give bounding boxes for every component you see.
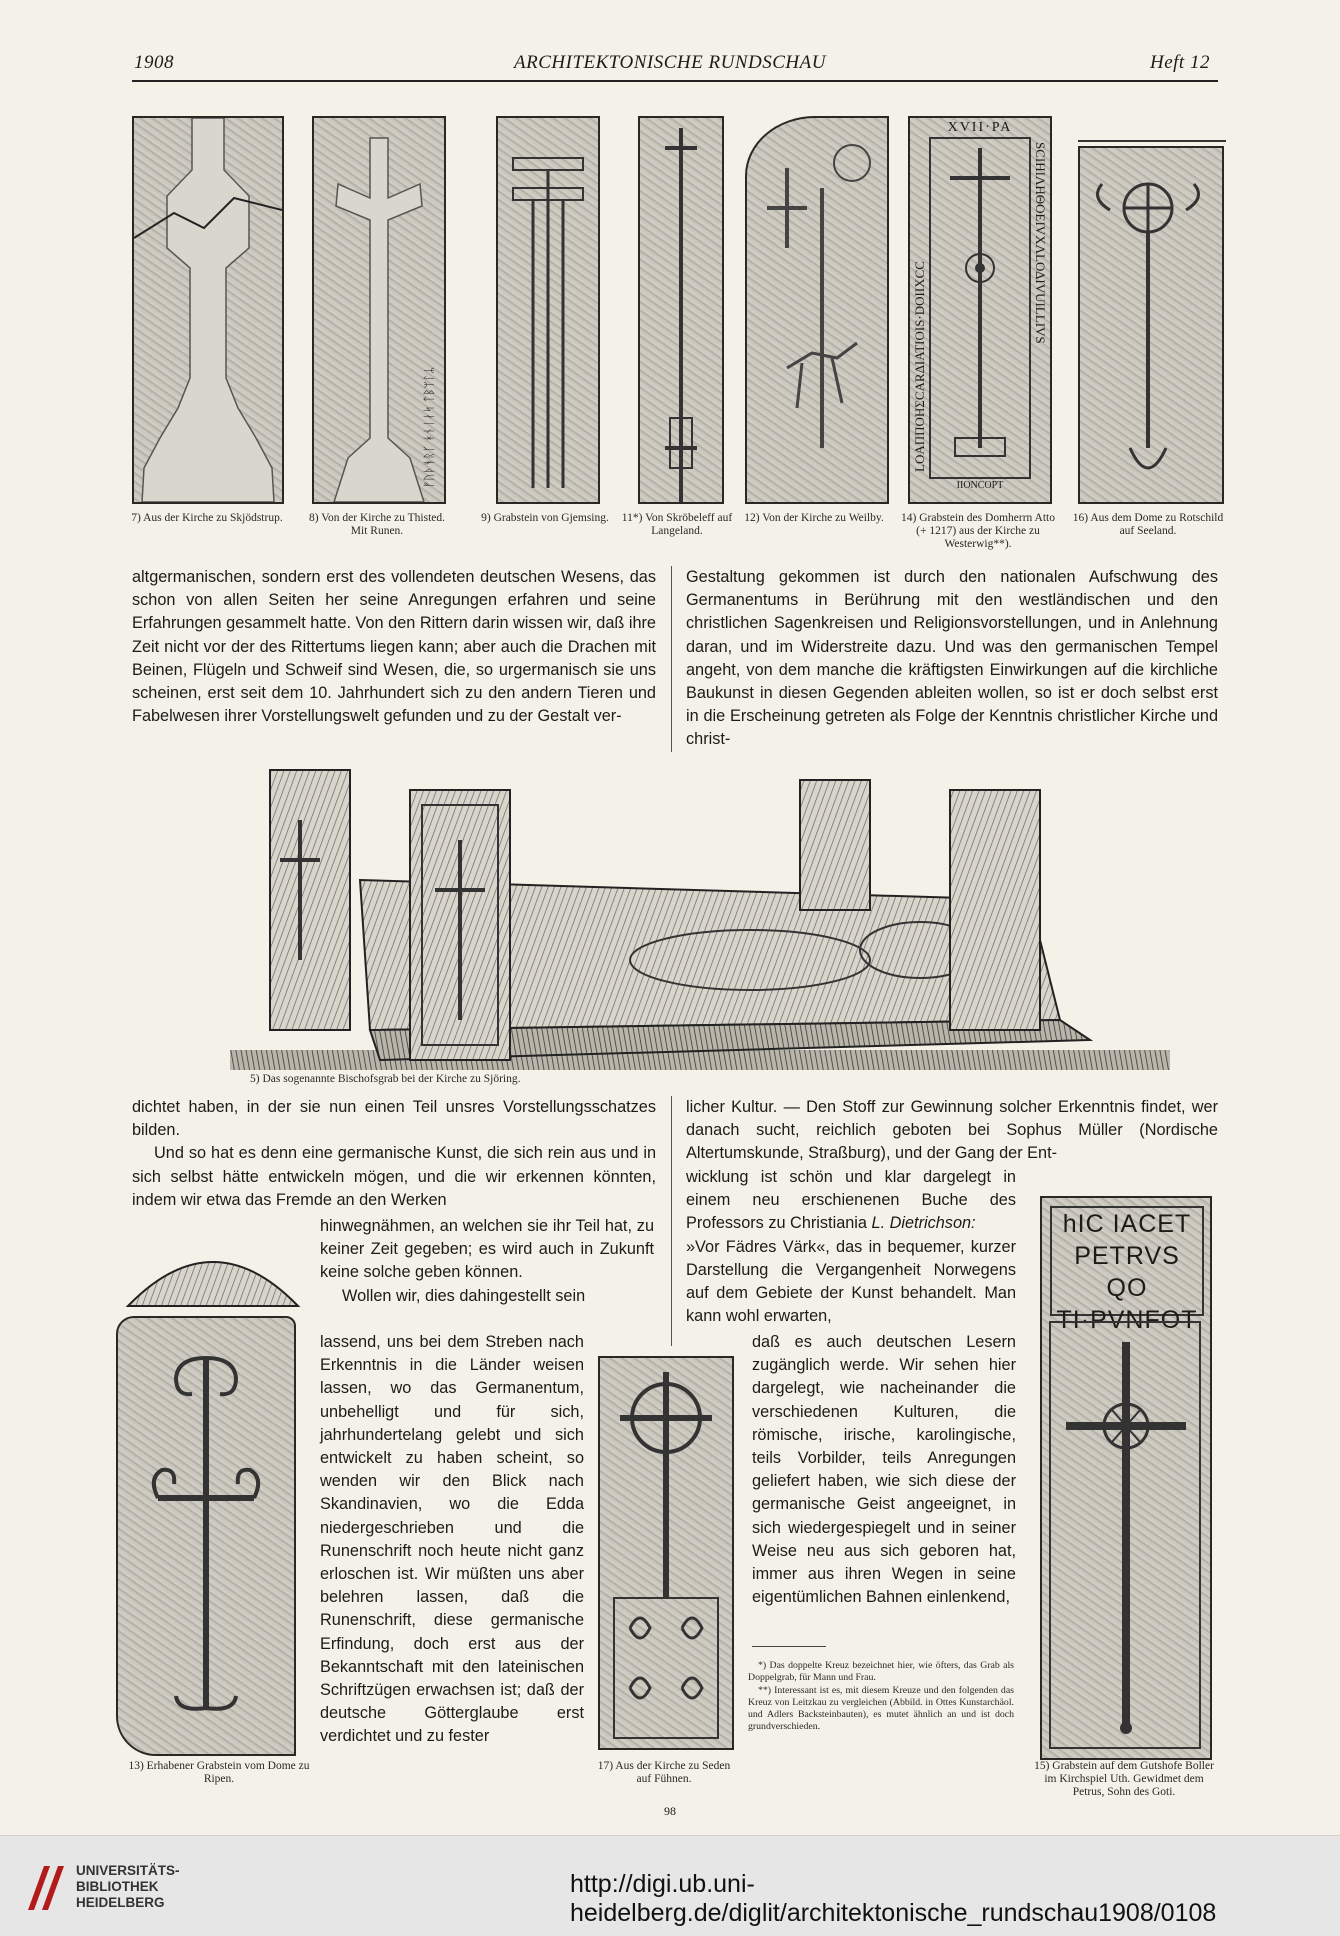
section2-right-narrow-c: daß es auch deutschen Lesern zugänglich werde. Wir sehen hier dargelegt, wie nacheinander die verschiedenen Kulturen, die römische, irische, karolingische, teils Vorbilder, teils Anregungen geliefert haben, wie sich diese der germanische Geist angeeignet, in sich wiedergespiegelt und in seiner Weise neu aus sich geboren hat, immer aus ihren Wegen in seine eigentümlichen Bahnen einlenkend,	[752, 1333, 1016, 1607]
stone-16-image	[1078, 146, 1224, 504]
stone-14-bottom-inscription: IIONCOPT	[956, 480, 1004, 491]
section1-left-paragraph: altgermanischen, sondern erst des vollendeten deutschen Wesens, das schon von allen Seiten her seine Anregungen erfahren und seine Erfahrungen gesammelt hatte. Von den Rittern darin wissen wir, daß ihre Zeit nicht vor der des Rittertums liegen kann; aber auch die Drachen mit Beinen, Flügeln und Schweif sind Wesen, die, so urgermanisch sie uns scheinen, erst seit dem 10. Jahrhundert sich zu den andern Tieren und Fabelwesen ihrer Vorstellungswelt gefunden und zu der Gestalt ver-	[132, 568, 656, 726]
footnote-2: **) Interessant ist es, mit diesem Kreuze und den folgenden das Kreuz von Leitzkau zu vergleichen (Abbild. in Ottes Kunstarchäol. und Adlers Backsteinbauten), es mutet ähnlich an und ist doch grundverschieden.	[748, 1685, 1014, 1732]
stone-13-top-profile	[124, 1232, 302, 1310]
page-number: 98	[664, 1804, 676, 1818]
caption-fig-11: 11*) Von Skröbeleff auf Langeland.	[621, 512, 733, 537]
stone-17-image	[598, 1356, 734, 1750]
section2-left-narrow-bottom	[320, 1331, 584, 1749]
stone-15-line-3: TI·PVNFOT	[1056, 1306, 1198, 1334]
header-title: ARCHITEKTONISCHE RUNDSCHAU	[514, 52, 826, 73]
source-url[interactable]: http://digi.ub.uni-heidelberg.de/diglit/architektonische_rundschau1908/0108	[570, 1870, 1217, 1927]
section2-left-full	[132, 1096, 656, 1212]
section2-right-narrow-b: »Vor Fädres Värk«, das in bequemer, kurzer Darstellung die Vergangenheit Norwegens auf dem Gebiete der Kunst behandelt. Man kann wohl erwarten,	[686, 1237, 1016, 1326]
stone-14-right-inscription: SCIHIΛΗΘΟΕIVXΛLΟΔΙVUILLIVS	[1033, 142, 1048, 344]
section1-left-column	[132, 566, 656, 728]
author-name: L. Dietrichson:	[871, 1214, 976, 1233]
stone-15-line-1: hIC IACET	[1062, 1210, 1192, 1238]
footnote-1: *) Das doppelte Kreuz bezeichnet hier, wie öfters, das Grab als Doppelgrab, für Mann und Frau.	[748, 1660, 1014, 1683]
column-divider-bottom	[671, 1096, 672, 1346]
library-name-line-1: UNIVERSITÄTS-	[76, 1863, 180, 1878]
section2-left-narrow-top	[320, 1215, 654, 1308]
section2-left-narrow-c: lassend, uns bei dem Streben nach Erkenntnis in die Länder weisen lassen, wo das Germanentum, unbehelligt und für sich, jahrhundertelang gelebt und sich entwickelt zu haben scheint, so wenden wir den Blick nach Skandinavien, wo die Edda niedergeschrieben und die Runenschrift noch heute nicht ganz erloschen ist. Wir müßten uns aber belehren lassen, daß die Runenschrift, diese germanische Erfindung, doch erst aus der Bekanntschaft mit den lateinischen Schriftzügen erwachsen ist; daß der deutsche Götterglaube erst verdichtet und zu fester	[320, 1333, 584, 1746]
footnotes	[748, 1660, 1014, 1734]
caption-fig-17: 17) Aus der Kirche zu Seden auf Fühnen.	[597, 1760, 731, 1785]
stone-8-image	[312, 116, 446, 504]
caption-fig-5: 5) Das sogenannte Bischofsgrab bei der Kirche zu Sjöring.	[250, 1073, 521, 1085]
library-name	[76, 1863, 180, 1911]
stone-11-image	[638, 116, 724, 504]
library-name-line-3: HEIDELBERG	[76, 1895, 165, 1910]
library-name-line-2: BIBLIOTHEK	[76, 1879, 159, 1894]
stone-14-top-inscription: XVII·PA	[947, 120, 1013, 135]
stone-7-image	[132, 116, 284, 504]
header-rule	[132, 80, 1218, 82]
section2-left-paragraph-2: Und so hat es denn eine germanische Kunst, die sich rein aus und in sich selbst hätte entwickeln mögen, und die wir erkennen könnten, indem wir etwa das Fremde an den Werken	[132, 1144, 656, 1209]
caption-fig-13: 13) Erhabener Grabstein vom Dome zu Ripen.	[128, 1760, 310, 1785]
section2-left-paragraph-1: dichtet haben, in der sie nun einen Teil unsres Vorstellungsschatzes bilden.	[132, 1098, 656, 1140]
section2-right-wide-paragraph: licher Kultur. — Den Stoff zur Gewinnung solcher Erkenntnis findet, wer danach sucht, reichlich geboten bei Sophus Müller (Nordische Altertumskunde, Straßburg), und der Gang der Ent-	[686, 1098, 1218, 1163]
caption-fig-9: 9) Grabstein von Gjemsing.	[481, 512, 609, 524]
section2-right-narrow-a	[686, 1166, 1016, 1236]
caption-fig-12: 12) Von der Kirche zu Weilby.	[744, 512, 884, 524]
stone-16-cornice	[1078, 120, 1226, 142]
section2-right-wide	[686, 1096, 1218, 1166]
caption-fig-8: 8) Von der Kirche zu Thisted. Mit Runen.	[308, 512, 446, 537]
stone-14-left-inscription: LOAΠΠΟΗΣCARΔIATIOIS·DOIIXCC	[912, 261, 927, 472]
caption-fig-14: 14) Grabstein des Domherrn Atto (+ 1217) aus der Kirche zu Westerwig**).	[901, 512, 1055, 550]
stone-9-image	[496, 116, 600, 504]
header-issue: Heft 12	[1150, 52, 1210, 73]
section2-right-narrow-a-text: wicklung ist schön und klar dargelegt in einem neu erschienenen Buche des Professors zu Christiania	[686, 1168, 1016, 1233]
stone-15-image	[1040, 1196, 1212, 1760]
stone-13-image	[116, 1316, 296, 1756]
footnote-rule	[752, 1646, 826, 1647]
bischofsgrab-engraving	[230, 760, 1170, 1070]
section1-right-column	[686, 566, 1218, 752]
section2-right-narrow-bottom	[752, 1331, 1016, 1609]
column-divider-top	[671, 566, 672, 752]
section2-left-narrow-b: Wollen wir, dies dahingestellt sein	[342, 1286, 586, 1305]
stone-8-runes: ᚠᚢᚦᚬᚱᚴ ᚼᚾᛁᛅᛋ ᛏᛒᛘᛚᛦ	[422, 366, 436, 488]
caption-fig-16: 16) Aus dem Dome zu Rotschild auf Seeland.	[1072, 512, 1224, 537]
section2-left-narrow-a: hinwegnähmen, an welchen sie ihr Teil hat, zu keiner Zeit gegeben; es wird auch in Zukunft keine solche geben können.	[320, 1217, 654, 1282]
section1-right-paragraph: Gestaltung gekommen ist durch den nationalen Aufschwung des Germanentums in Berührung mit den westländischen und den christlichen Sagenkreisen und Religionsvorstellungen, und in Anlehnung daran, und im Widerstreite dazu. Und was den germanischen Tempel angeht, von dem manche die kräftigsten Einwirkungen auf die kirchliche Baukunst in diesen Gegenden ableiten wollen, so ist er doch selbst erst in die Erscheinung getreten als Folge der Kenntnis christlicher Kirche und christ-	[686, 568, 1218, 749]
stone-12-image	[745, 116, 889, 504]
caption-fig-15: 15) Grabstein auf dem Gutshofe Boller im Kirchspiel Uth. Gewidmet dem Petrus, Sohn des Goti.	[1034, 1760, 1214, 1798]
library-logo-icon	[24, 1858, 68, 1914]
header-year: 1908	[134, 52, 174, 73]
footer-bar	[0, 1835, 1340, 1936]
stone-14-image	[908, 116, 1052, 504]
caption-fig-7: 7) Aus der Kirche zu Skjödstrup.	[131, 512, 283, 524]
section2-right-narrow-top	[686, 1166, 1016, 1328]
stone-15-line-2: PETRVS QO	[1074, 1242, 1180, 1302]
